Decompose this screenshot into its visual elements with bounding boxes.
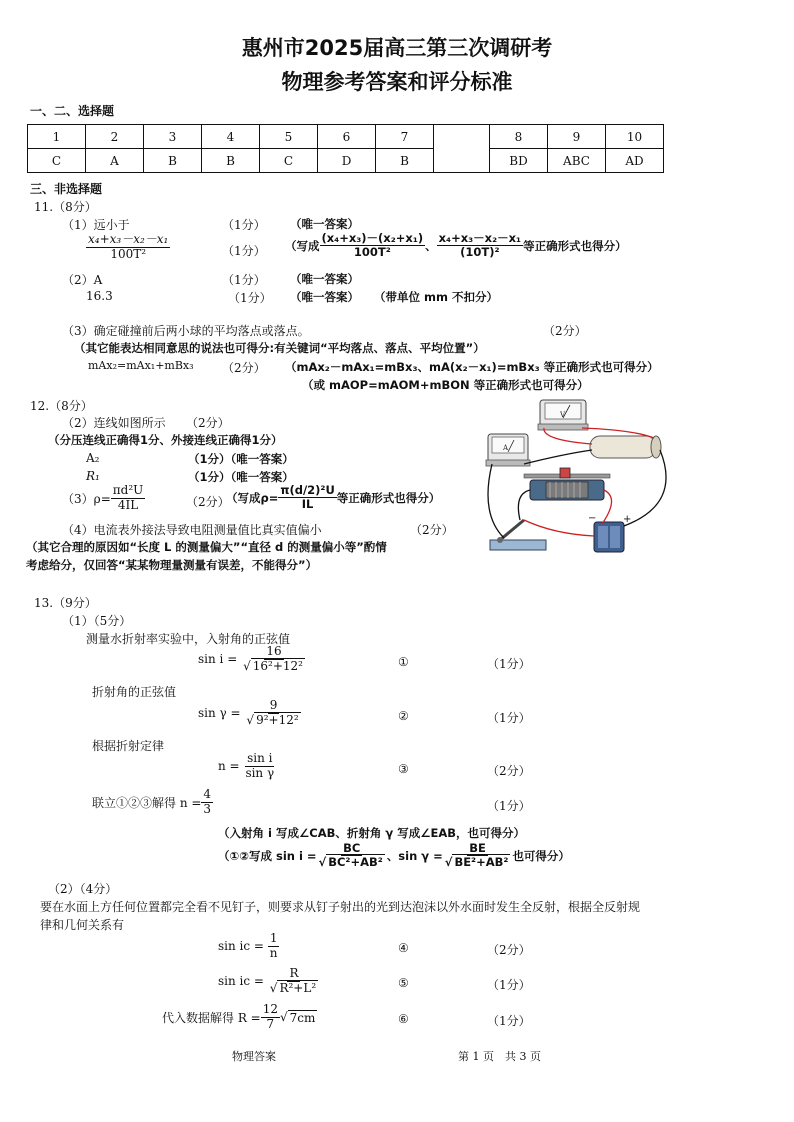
q12-p3: （3）ρ= $\frac{\text{πd²U}}{4IL}$ [62, 483, 144, 512]
page-subtitle: 物理参考答案和评分标准 [281, 70, 513, 94]
q11-p3: （3）确定碰撞前后两小球的平均落点或落点。 [62, 324, 310, 338]
frac-den: 100T² [110, 246, 147, 261]
q12-p2: （2）连线如图所示 [62, 416, 166, 430]
q13-eq7: 代入数据解得 R = $\frac{12}{7}$ √ 7cm [162, 1002, 316, 1031]
q13-line3: 根据折射定律 [92, 739, 165, 753]
table-cell: B [376, 149, 434, 173]
q11-p1: （1）远小于 [62, 218, 130, 232]
q12-p4-note1: （其它合理的原因如“长度 L 的测量偏大”“直径 d 的测量偏小等”酌情 [26, 540, 387, 554]
q12-p3-note: （写成ρ= $\frac{\text{π(d/2)²U}}{IL}$ 等正确形式也得分） [226, 483, 441, 512]
q11-p3-score: （2分） [543, 324, 587, 338]
battery-icon [588, 513, 631, 552]
rheostat-icon [524, 468, 610, 500]
table-cell: A [86, 149, 144, 173]
table-cell: 4 [202, 125, 260, 149]
q12-p2-score: （2分） [186, 416, 230, 430]
table-cell: 10 [606, 125, 664, 149]
q11-p2b-score: （1分） [228, 291, 272, 305]
table-cell: 7 [376, 125, 434, 149]
q13-p2: （2）（4分） [48, 882, 118, 896]
q13-p1: （1）（5分） [62, 614, 132, 628]
q13-eq4: 联立①②③解得 n = $\frac{4}{3}$ [92, 787, 212, 816]
q13-eq2-mark: ② [398, 709, 409, 723]
footer-subject: 物理答案 [232, 1050, 276, 1063]
q11-formula [86, 233, 170, 262]
q11-eq-score: （2分） [222, 361, 266, 375]
q11-p2-score: （1分） [222, 273, 266, 287]
q12-a2: A₂ [86, 451, 100, 465]
table-cell: C [28, 149, 86, 173]
q12-label: 12.（8分） [30, 399, 93, 413]
q13-eq1-score: （1分） [487, 657, 531, 671]
q12-p2-note: （分压连线正确得1分、外接连线正确得1分） [48, 433, 283, 447]
voltmeter-label: V [560, 411, 566, 419]
table-cell: 1 [28, 125, 86, 149]
q13-eq1: sin i = $\frac{16}{\text{√ 16²+12²}}$ [198, 644, 303, 673]
q11-eq-note2: （或 mAOP=mAOM+mBON 等正确形式也可得分） [302, 378, 589, 392]
q12-r1-score: （1分）（唯一答案） [188, 470, 294, 484]
battery-minus: − [588, 513, 597, 524]
q13-eq5-score: （2分） [487, 943, 531, 957]
q13-eq6-mark: ⑤ [398, 976, 409, 990]
q13-eq2: sin γ = $\frac{9}{\text{√ 9²+12²}}$ [198, 698, 299, 727]
q11-p1-note: （唯一答案） [290, 217, 359, 231]
q13-eq6: sin ic = $\frac{R}{\text{√ R²+L²}}$ [218, 966, 317, 995]
table-cell: D [318, 149, 376, 173]
q13-note2: （①②写成 sin i = $\frac{BC}{\text{√ BC²+AB²}}$ 、sin γ = $\frac{BE}{\text{√ BE²+AB²}}$ 也可得分） [218, 841, 570, 870]
q13-eq5-mark: ④ [398, 941, 409, 955]
table-cell: ABC [548, 149, 606, 173]
circuit-figure [484, 394, 684, 556]
footer-page: 第 1 页 共 3 页 [458, 1050, 541, 1063]
table-cell: 6 [318, 125, 376, 149]
ammeter-icon [486, 434, 530, 466]
frac-num: x₄+x₃－x₂－x₁ [88, 232, 169, 246]
table-cell: B [202, 149, 260, 173]
table-cell: 9 [548, 125, 606, 149]
q11-eq: mAx₂=mAx₁+mBx₃ [88, 359, 194, 372]
q13-p2-text2: 律和几何关系有 [40, 918, 125, 932]
q13-eq2-score: （1分） [487, 711, 531, 725]
q12-p4: （4）电流表外接法导致电阻测量值比真实值偏小 [62, 523, 322, 537]
resistor-wire-icon [590, 436, 661, 458]
q11-p2: （2）A [62, 273, 103, 287]
section-heading-choice: 一、二、选择题 [30, 104, 115, 118]
table-row-numbers [28, 125, 664, 149]
table-cell: C [260, 149, 318, 173]
answer-table [27, 124, 664, 173]
q13-label: 13.（9分） [34, 596, 97, 610]
q11-p2b-note2: （带单位 mm 不扣分） [374, 290, 498, 304]
q11-p2b-value: 16.3 [86, 289, 113, 303]
q13-eq3-mark: ③ [398, 762, 409, 776]
table-cell: 8 [490, 125, 548, 149]
q11-label: 11.（8分） [34, 200, 97, 214]
switch-icon [490, 520, 546, 550]
table-blank-cell [434, 125, 490, 173]
q13-p2-text1: 要在水面上方任何位置都完全看不见钉子，则要求从钉子射出的光到达泡沫以外水面时发生全反射，根据全反射规 [40, 900, 641, 914]
q11-formula-score: （1分） [222, 244, 266, 258]
section-heading-free: 三、非选择题 [30, 182, 103, 196]
battery-plus: + [623, 514, 632, 525]
q11-eq-note: （mAx₂－mAx₁=mBx₃、mA(x₂－x₁)=mBx₃ 等正确形式也可得分） [285, 360, 659, 374]
q13-eq7-score: （1分） [487, 1014, 531, 1028]
table-cell: 2 [86, 125, 144, 149]
q13-eq7-mark: ⑥ [398, 1012, 409, 1026]
table-cell: AD [606, 149, 664, 173]
q13-eq1-mark: ① [398, 655, 409, 669]
q12-p4-note2: 考虑给分，仅回答“某某物理量测量有误差，不能得分”） [26, 558, 318, 572]
table-cell: B [144, 149, 202, 173]
q12-p3-score: （2分） [186, 495, 230, 509]
q13-note1: （入射角 i 写成∠CAB、折射角 γ 写成∠EAB，也可得分） [218, 826, 526, 840]
table-cell: 3 [144, 125, 202, 149]
q13-line1: 测量水折射率实验中，入射角的正弦值 [86, 632, 291, 646]
q13-eq3: n = $\frac{\text{sin i}}{\text{sin γ}}$ [218, 751, 275, 780]
q12-p4-score: （2分） [410, 523, 454, 537]
q11-p2b-note: （唯一答案） [290, 290, 359, 304]
table-cell: BD [490, 149, 548, 173]
q12-a2-score: （1分）（唯一答案） [188, 452, 294, 466]
page-title: 惠州市2025届高三第三次调研考 [241, 36, 553, 60]
q13-eq3-score: （2分） [487, 764, 531, 778]
q13-line2: 折射角的正弦值 [92, 685, 177, 699]
q11-p3-note: （其它能表达相同意思的说法也可得分:有关键词“平均落点、落点、平均位置”） [74, 341, 485, 355]
ammeter-label: A [503, 444, 509, 452]
voltmeter-icon [538, 400, 588, 430]
q11-p1-score: （1分） [222, 218, 266, 232]
q12-r1: R₁ [86, 469, 100, 483]
q13-eq6-score: （1分） [487, 978, 531, 992]
table-row-answers [28, 149, 664, 173]
table-cell: 5 [260, 125, 318, 149]
q13-eq5: sin ic = $\frac{1}{n}$ [218, 931, 278, 960]
q13-eq4-score: （1分） [487, 799, 531, 813]
q11-formula-note: （写成 $\frac{\text{(x₄+x₃)－(x₂+x₁)}}{\text{100T²}}$ 、 $\frac{\text{x₄+x₃－x₂－x₁}}{\text{(10T)²}}$ 等正确形式也得分） [285, 231, 627, 260]
q11-p2-note: （唯一答案） [290, 272, 359, 286]
